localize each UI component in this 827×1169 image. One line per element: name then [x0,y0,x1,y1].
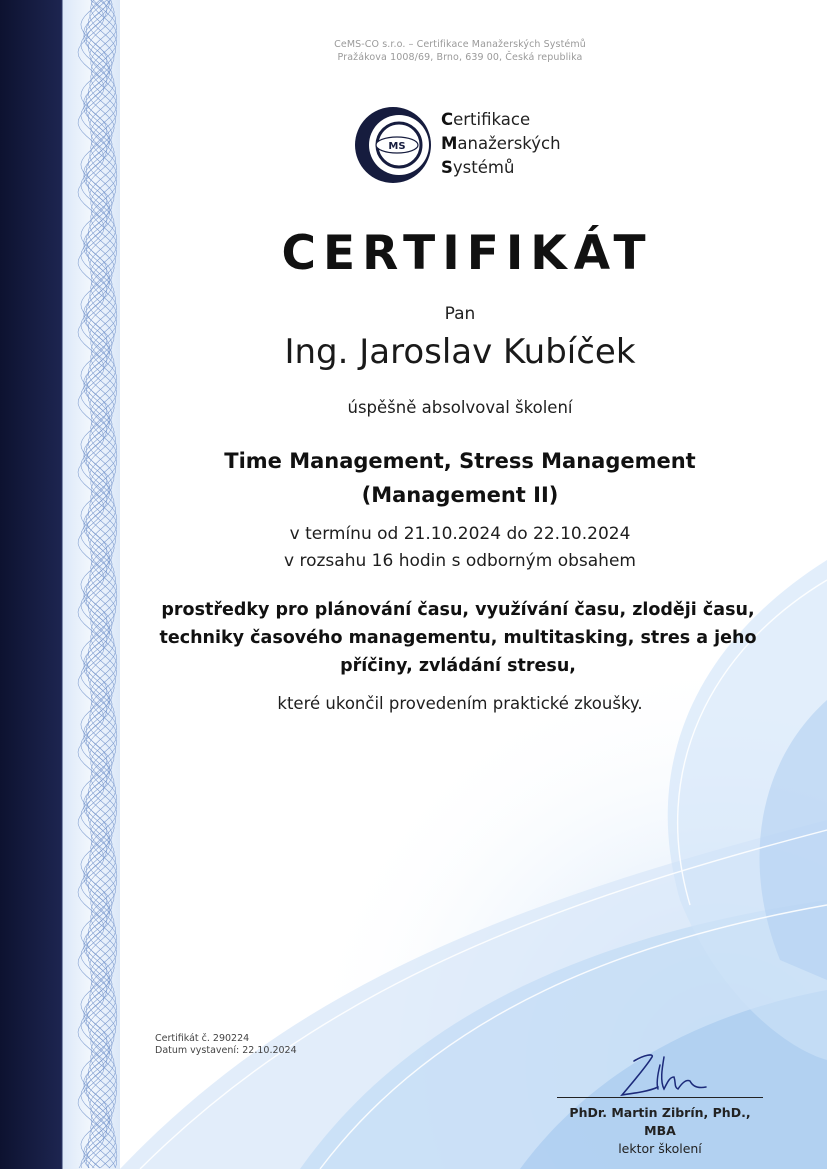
closing-text: které ukončil provedením praktické zkoušky. [277,694,643,713]
issue-date: Datum vystavení: 22.10.2024 [155,1045,297,1056]
signatory-name-line1: PhDr. Martin Zibrín, PhD., [569,1105,751,1120]
recipient-name: Ing. Jaroslav Kubíček [284,332,636,372]
course-title-line2: (Management II) [361,483,559,507]
course-title-line1: Time Management, Stress Management [224,449,696,473]
signatory-name-line2: MBA [644,1123,676,1138]
signatory-role: lektor školení [618,1141,702,1156]
content-line1: prostředky pro plánování času, využívání času, zloději času, [161,600,755,620]
logo-word-manazerskych: Manažerských [441,134,561,153]
cems-logo [352,104,434,186]
logo-mark-text: MS [388,141,406,152]
salutation: Pan [444,304,476,324]
term-text: v termínu od 21.10.2024 do 22.10.2024 [289,524,631,544]
issuer-company-line: CeMS-CO s.r.o. – Certifikace Manažerských Systémů [334,39,586,50]
scope-text: v rozsahu 16 hodin s odborným obsahem [284,551,636,571]
certificate-title: CERTIFIKÁT [281,226,653,281]
issuer-address-line: Pražákova 1008/69, Brno, 639 00, Česká republika [337,52,583,63]
signature-line [557,1097,763,1098]
content-line3: příčiny, zvládání stresu, [340,656,576,676]
handwritten-signature [610,1043,720,1103]
certificate-number: Certifikát č. 290224 [155,1033,250,1044]
logo-word-systemu: Systémů [441,158,515,177]
completion-text: úspěšně absolvoval školení [347,398,573,417]
content-line2: techniky časového managementu, multitasking, stres a jeho [159,628,757,648]
logo-word-certifikace: Certifikace [441,110,531,129]
